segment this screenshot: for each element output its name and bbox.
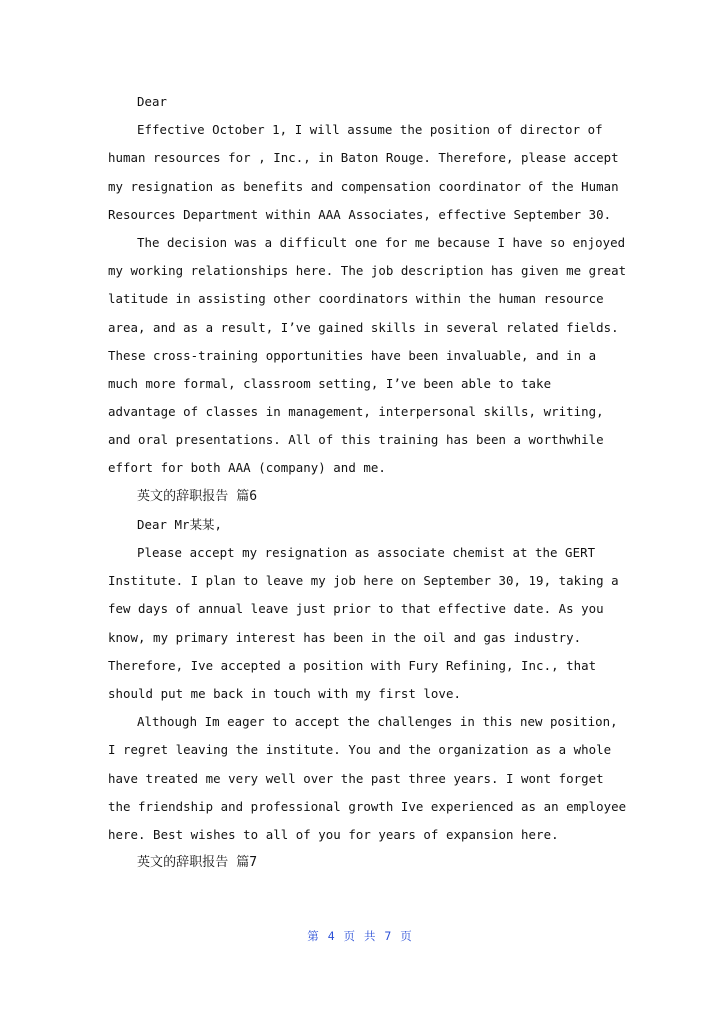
text-line: Therefore, Ive accepted a position with Fury Refining, Inc., that — [108, 657, 597, 673]
text-line: latitude in assisting other coordinators within the human resource — [108, 291, 604, 307]
salutation: Dear Mr某某, — [137, 516, 222, 532]
text-line: human resources for , Inc., in Baton Rouge. Therefore, please accept — [108, 150, 619, 166]
text-line: effort for both AAA (company) and me. — [108, 460, 386, 476]
text-line: few days of annual leave just prior to that effective date. As you — [108, 601, 604, 617]
text-line: the friendship and professional growth Ive experienced as an employee — [108, 798, 627, 814]
section-heading: 英文的辞职报告 篇7 — [137, 855, 258, 871]
text-line: The decision was a difficult one for me because I have so enjoyed — [137, 234, 626, 250]
text-line: have treated me very well over the past three years. I wont forget — [108, 770, 604, 786]
text-line: advantage of classes in management, interpersonal skills, writing, — [108, 404, 604, 420]
text-line: Dear — [137, 94, 168, 109]
text-line: Institute. I plan to leave my job here on September 30, 19, taking a — [108, 573, 619, 589]
text-line: much more formal, classroom setting, I’ve been able to take — [108, 375, 552, 391]
text-line: should put me back in touch with my first love. — [108, 685, 461, 701]
document-body — [108, 88, 627, 877]
text-line: Effective October 1, I will assume the position of director of — [137, 122, 603, 138]
text-line: and oral presentations. All of this training has been a worthwhile — [108, 432, 604, 448]
text-line: my resignation as benefits and compensation coordinator of the Human — [108, 178, 619, 194]
text-line: here. Best wishes to all of you for years of expansion here. — [108, 826, 559, 842]
text-line: Resources Department within AAA Associates, effective September 30. — [108, 206, 612, 222]
text-line: area, and as a result, I’ve gained skills in several related fields. — [108, 319, 619, 335]
text-line: know, my primary interest has been in the oil and gas industry. — [108, 629, 582, 645]
text-line: Please accept my resignation as associate chemist at the GERT — [137, 545, 596, 560]
text-line: Although Im eager to accept the challenges in this new position, — [137, 714, 618, 730]
text-line: my working relationships here. The job description has given me great — [108, 263, 627, 279]
text-line: I regret leaving the institute. You and the organization as a whole — [108, 742, 612, 758]
text-line: These cross-training opportunities have been invaluable, and in a — [108, 347, 597, 363]
page-number-footer: 第 4 页 共 7 页 — [307, 929, 413, 943]
section-heading: 英文的辞职报告 篇6 — [137, 488, 258, 504]
